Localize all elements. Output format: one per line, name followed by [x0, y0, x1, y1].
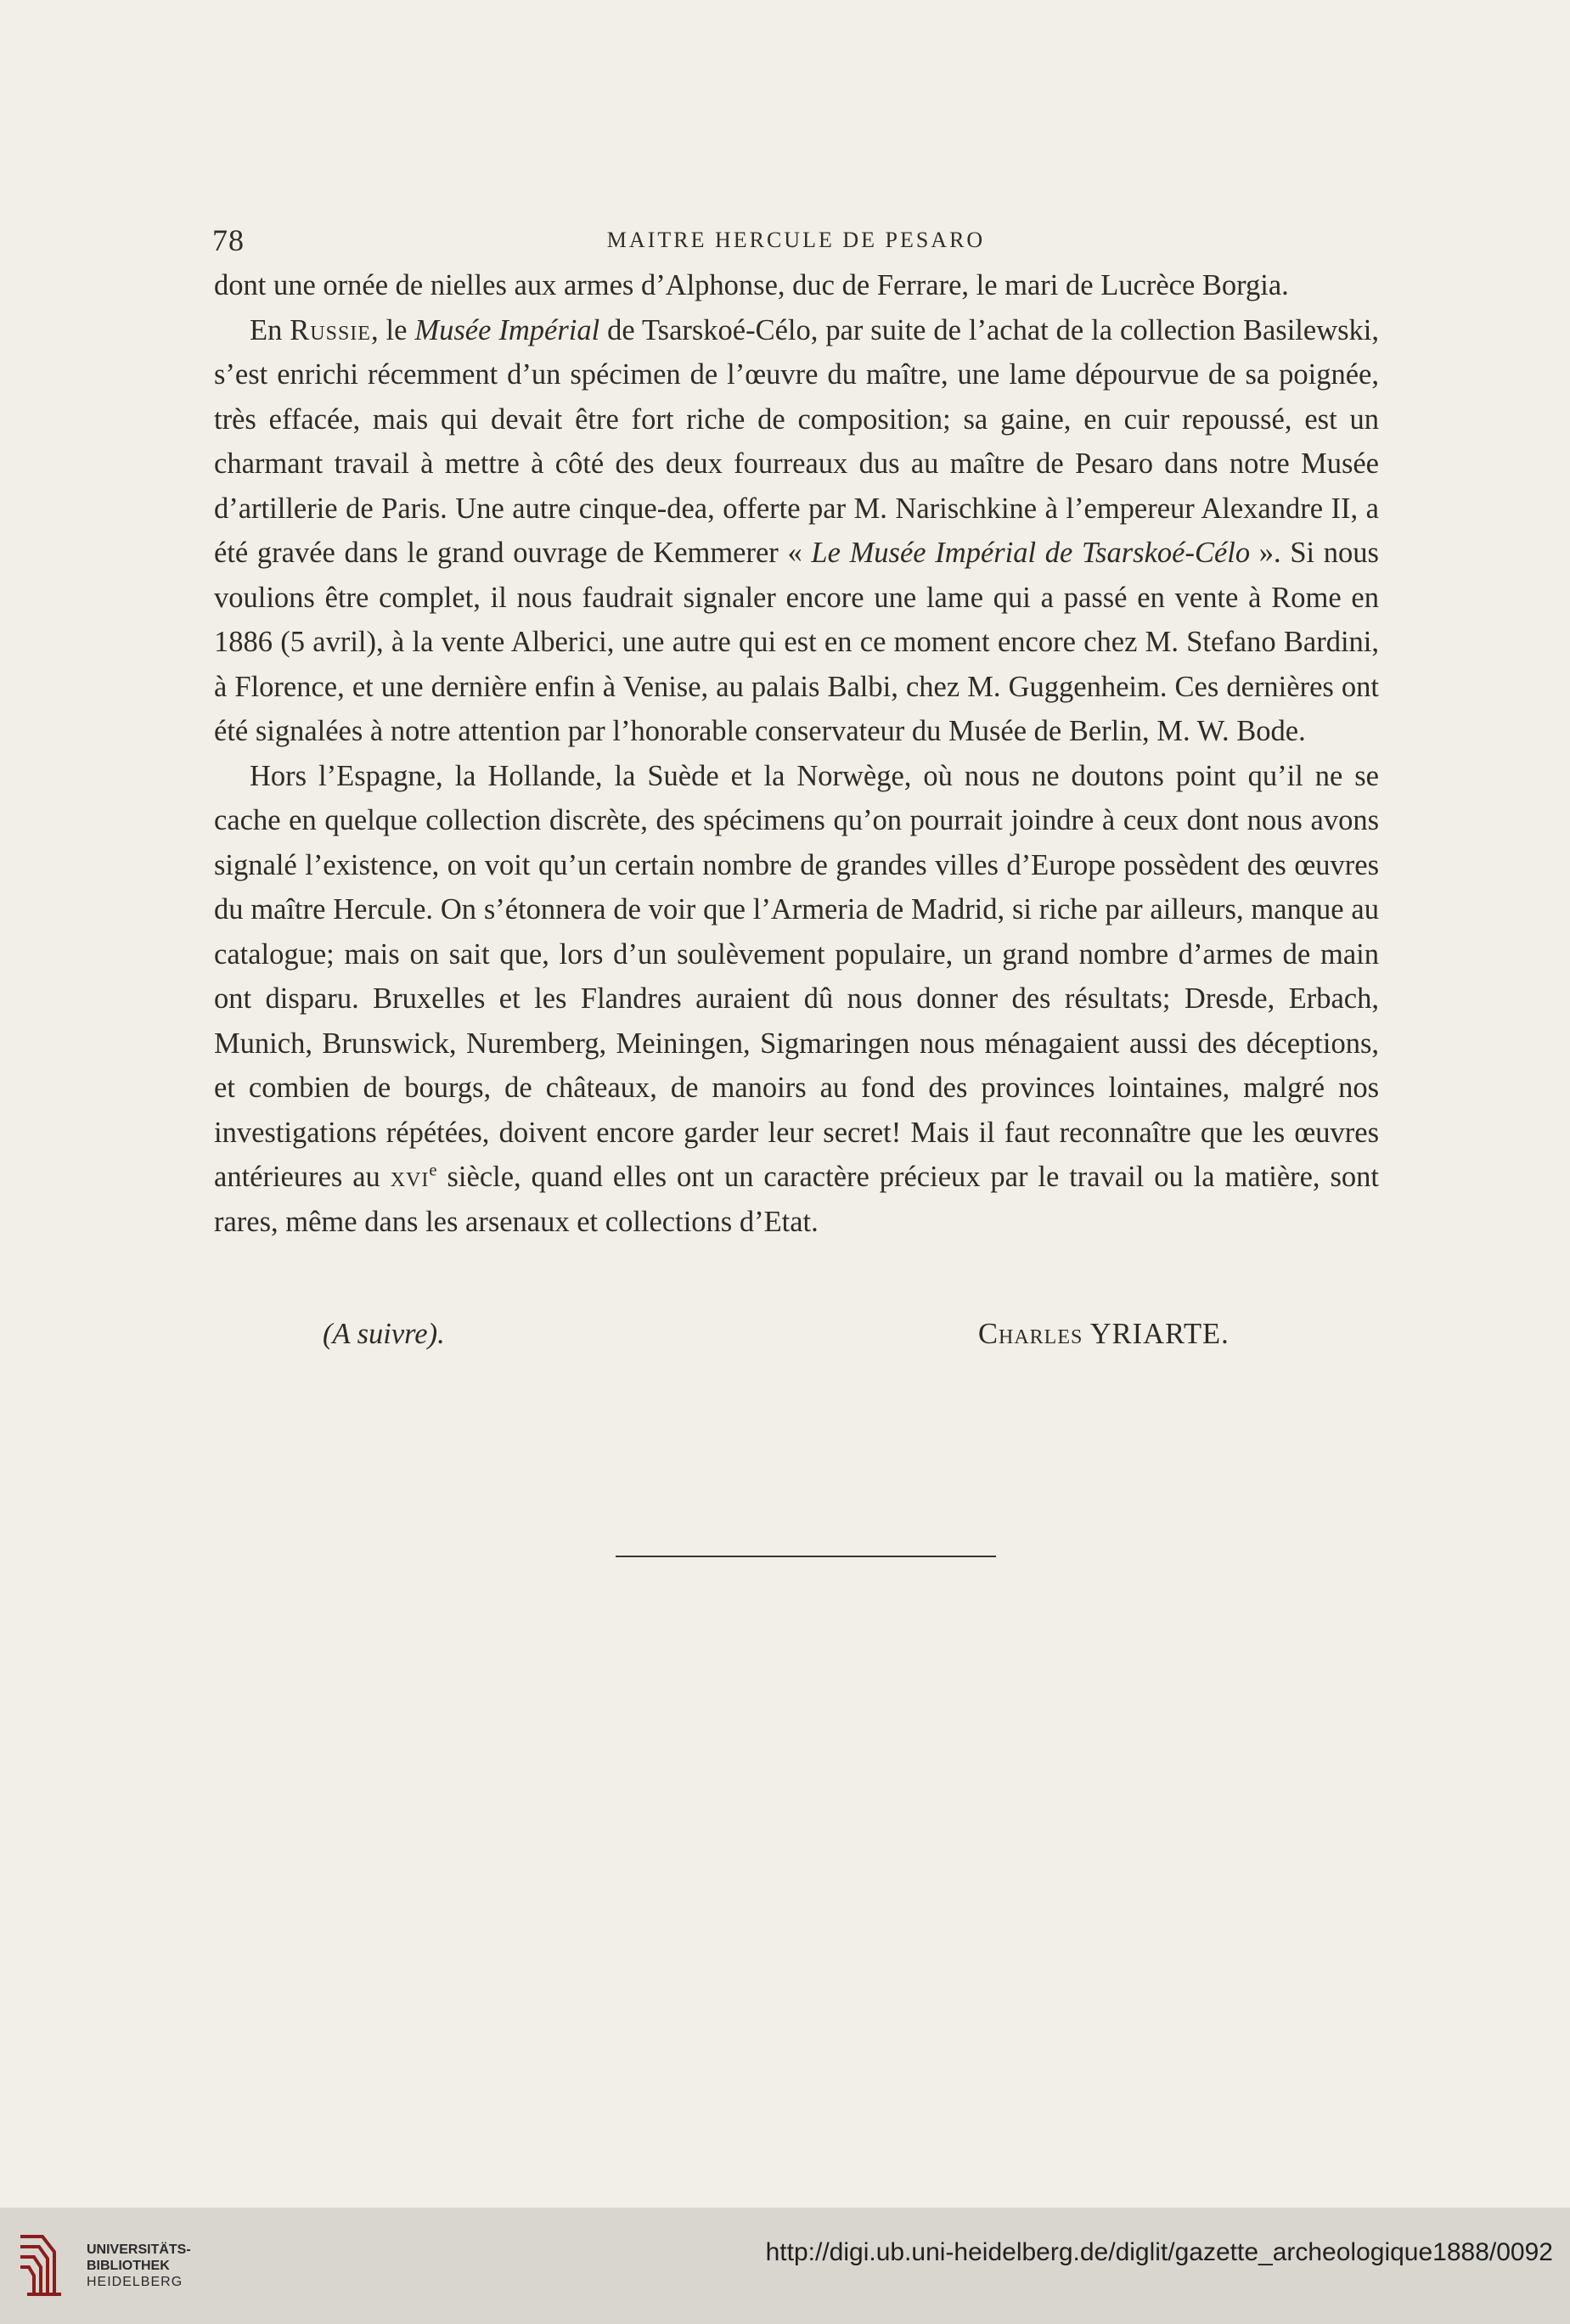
library-name-line-1: UNIVERSITÄTS- [87, 2242, 191, 2257]
section-end-rule [616, 1556, 996, 1557]
article-signoff [214, 1318, 1379, 1362]
text-run: Hors l’Espagne, la Hollande, la Suède et la Norwège, où nous ne doutons point qu’il ne se cache en quelque collection discrète, des spécimens qu’on pourrait joindre à ceux dont nous avons signalé l’existence, on voit qu’un certain nombre de grandes villes d’Europe possèdent des œuvres du maître Hercule. On s’étonnera de voir que l’Armeria de Madrid, si riche par ailleurs, manque au catalogue; mais on sait que, lors d’un soulèvement populaire, un grand nombre d’armes de main ont disparu. Bruxelles et les Flandres auraient dû nous donner des résultats; Dresde, Erbach, Munich, Brunswick, Nuremberg, Meiningen, Sigmaringen nous ménagaient aussi des déceptions, et combien de bourgs, de châteaux, de manoirs au fond des provinces lointaines, malgré nos investigations répétées, doivent encore garder leur secret! Mais il faut reconnaître que les œuvres antérieures au [214, 759, 1379, 1193]
museum-name: Musée Impérial [414, 313, 600, 346]
page-header [212, 222, 1380, 260]
century-superscript: e [429, 1161, 437, 1180]
text-run: de Tsarskoé-Célo, par suite de l’achat de la collection Basilewski, s’est enrichi récemment d’un spécimen de l’œuvre du maître, une lame dépourvue de sa poignée, très effacée, mais qui devait être fort riche de composition; sa gaine, en cuir repoussé, est un charmant travail à mettre à côté des deux fourreaux dus au maître de Pesaro dans notre Musée d’artillerie de Paris. Une autre cinque-dea, offerte par M. Narischkine à l’empereur Alexandre II, a été gravée dans le grand ouvrage de Kemmerer « [214, 313, 1380, 569]
library-name [87, 2242, 191, 2290]
library-name-line-3: HEIDELBERG [87, 2275, 183, 2289]
to-be-continued-note: (A suivre). [323, 1318, 445, 1350]
paragraph-3 [214, 754, 1379, 1245]
article-body [214, 263, 1379, 1244]
library-name-line-2: BIBLIOTHEK [87, 2259, 170, 2273]
source-url-link[interactable]: http://digi.ub.uni-heidelberg.de/diglit/gazette_archeologique1888/0092 [765, 2238, 1553, 2266]
library-logo-icon [15, 2228, 66, 2299]
text-run: ». Si nous voulions être complet, il nous faudrait signaler encore une lame qui a passé en vente à Rome en 1886 (5 avril), à la vente Alberici, une autre qui est en ce moment encore chez M. Stefano Bardini, à Florence, et une dernière enfin à Venise, au palais Balbi, chez M. Guggenheim. Ces dernières ont été signalées à notre attention par l’honorable conservateur du Musée de Berlin, M. W. Bode. [214, 537, 1379, 747]
century-numeral: xvi [390, 1161, 430, 1193]
paragraph-1: dont une ornée de nielles aux armes d’Alphonse, duc de Ferrare, le mari de Lucrèce Borgia. [214, 269, 1289, 301]
author-signature [978, 1318, 1230, 1351]
text-run: En [250, 313, 290, 346]
digitization-footer [0, 2208, 1570, 2324]
text-run: , le [370, 313, 415, 346]
author-last-name: YRIARTE. [1083, 1318, 1230, 1350]
author-first-name: Charles [978, 1318, 1083, 1350]
text-run: siècle, quand elles ont un caractère précieux par le travail ou la matière, sont rares, même dans les arsenaux et collections d’Etat. [214, 1161, 1379, 1238]
paragraph-2 [214, 308, 1379, 754]
running-head: MAITRE HERCULE DE PESARO [606, 228, 986, 252]
page-number: 78 [212, 223, 245, 257]
country-name-russia: Russie [290, 313, 371, 346]
book-title: Le Musée Impérial de Tsarskoé-Célo [811, 537, 1251, 569]
